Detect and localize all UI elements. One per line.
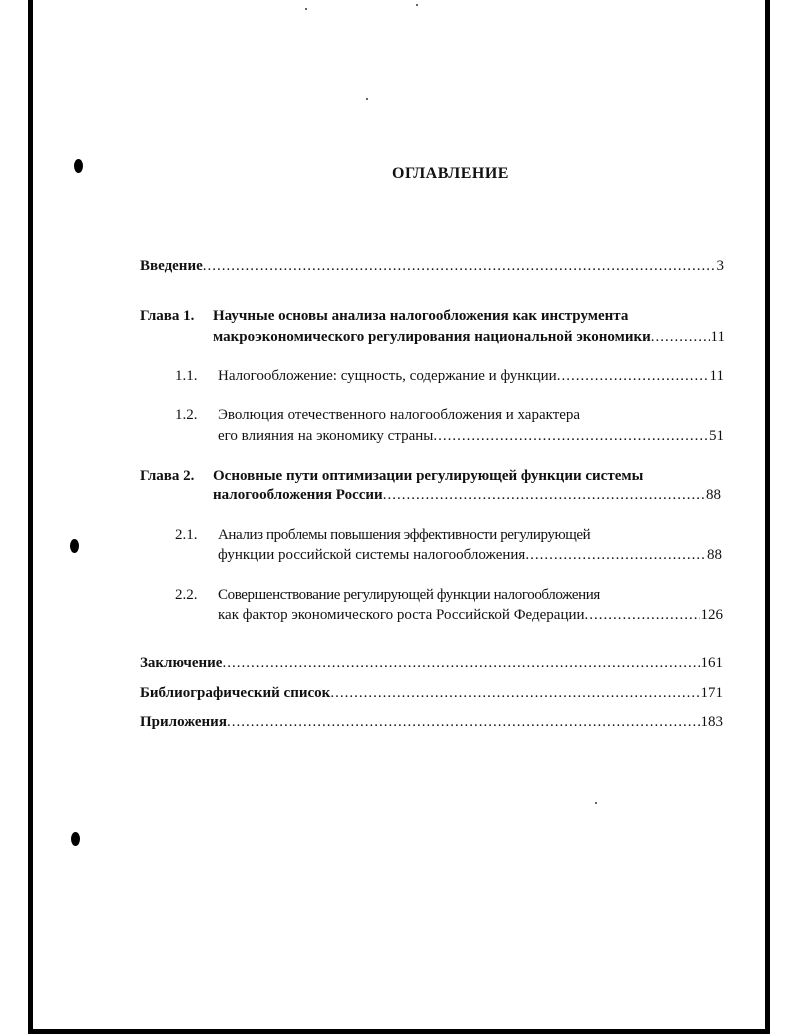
chapter-number: Глава 1. bbox=[140, 308, 195, 324]
toc-leader bbox=[585, 605, 700, 625]
toc-leader bbox=[383, 485, 705, 505]
toc-leader bbox=[433, 426, 708, 446]
section-title-line: его влияния на экономику страны bbox=[218, 428, 434, 444]
toc-page: 171 bbox=[700, 685, 723, 701]
section-title-line: Эволюция отечественного налогообложения и характера bbox=[218, 407, 581, 423]
scan-speck bbox=[595, 802, 597, 804]
toc-leader bbox=[203, 256, 716, 276]
toc-entry-section-1-1 bbox=[218, 366, 724, 386]
toc-page: 11 bbox=[710, 329, 725, 345]
toc-label: Налогообложение: сущность, содержание и функции bbox=[218, 368, 557, 384]
toc-entry-chapter-2 bbox=[213, 485, 721, 505]
toc-entry-appendices bbox=[140, 712, 723, 732]
toc-label: Введение bbox=[140, 258, 203, 274]
chapter-title-line: налогообложения России bbox=[213, 487, 383, 503]
section-title-line: Анализ проблемы повышения эффективности регулирующей bbox=[218, 527, 591, 543]
toc-page: 126 bbox=[700, 607, 723, 623]
toc-page: 183 bbox=[700, 714, 723, 730]
toc-leader bbox=[557, 366, 709, 386]
toc-entry-intro bbox=[140, 256, 724, 276]
toc-leader bbox=[330, 683, 699, 703]
toc-entry-bibliography bbox=[140, 683, 723, 703]
toc-page: 3 bbox=[716, 258, 724, 274]
page-border-left bbox=[28, 0, 33, 1034]
toc-entry-section-2-2 bbox=[218, 605, 723, 625]
toc-entry-section-1-2 bbox=[218, 426, 724, 446]
section-title-line: функции российской системы налогообложения bbox=[218, 547, 526, 563]
toc-entry-chapter-1 bbox=[213, 327, 725, 347]
section-number: 2.1. bbox=[175, 527, 198, 543]
page-border-bottom bbox=[28, 1029, 770, 1034]
toc-page: 88 bbox=[707, 547, 722, 563]
chapter-title-line: Основные пути оптимизации регулирующей функции системы bbox=[213, 468, 644, 484]
toc-leader bbox=[651, 327, 710, 347]
toc-leader bbox=[227, 712, 700, 732]
toc-label: Заключение bbox=[140, 655, 223, 671]
page-border-right bbox=[765, 0, 770, 1034]
section-number: 1.1. bbox=[175, 368, 198, 384]
toc-page: 11 bbox=[709, 368, 724, 384]
scan-speck bbox=[416, 4, 418, 6]
chapter-title-line: Научные основы анализа налогообложения как инструмента bbox=[213, 308, 629, 324]
page-title: ОГЛАВЛЕНИЕ bbox=[392, 165, 509, 182]
toc-entry-conclusion bbox=[140, 653, 723, 673]
section-number: 2.2. bbox=[175, 587, 198, 603]
punch-hole-middle bbox=[70, 539, 79, 553]
toc-page: 88 bbox=[706, 487, 721, 503]
scan-speck bbox=[305, 8, 307, 10]
toc-page: 51 bbox=[709, 428, 724, 444]
chapter-number: Глава 2. bbox=[140, 468, 195, 484]
section-number: 1.2. bbox=[175, 407, 198, 423]
scan-speck bbox=[366, 98, 368, 100]
punch-hole-bottom bbox=[71, 832, 80, 846]
section-title-line: как фактор экономического роста Российской Федерации bbox=[218, 607, 585, 623]
toc-leader bbox=[222, 653, 699, 673]
toc-label: Библиографический список bbox=[140, 685, 331, 701]
toc-page: 161 bbox=[700, 655, 723, 671]
toc-leader bbox=[525, 545, 706, 565]
toc-label: Приложения bbox=[140, 714, 227, 730]
toc-entry-section-2-1 bbox=[218, 545, 722, 565]
chapter-title-line: макроэкономического регулирования национальной экономики bbox=[213, 329, 651, 345]
section-title-line: Совершенствование регулирующей функции налогообложения bbox=[218, 587, 600, 603]
